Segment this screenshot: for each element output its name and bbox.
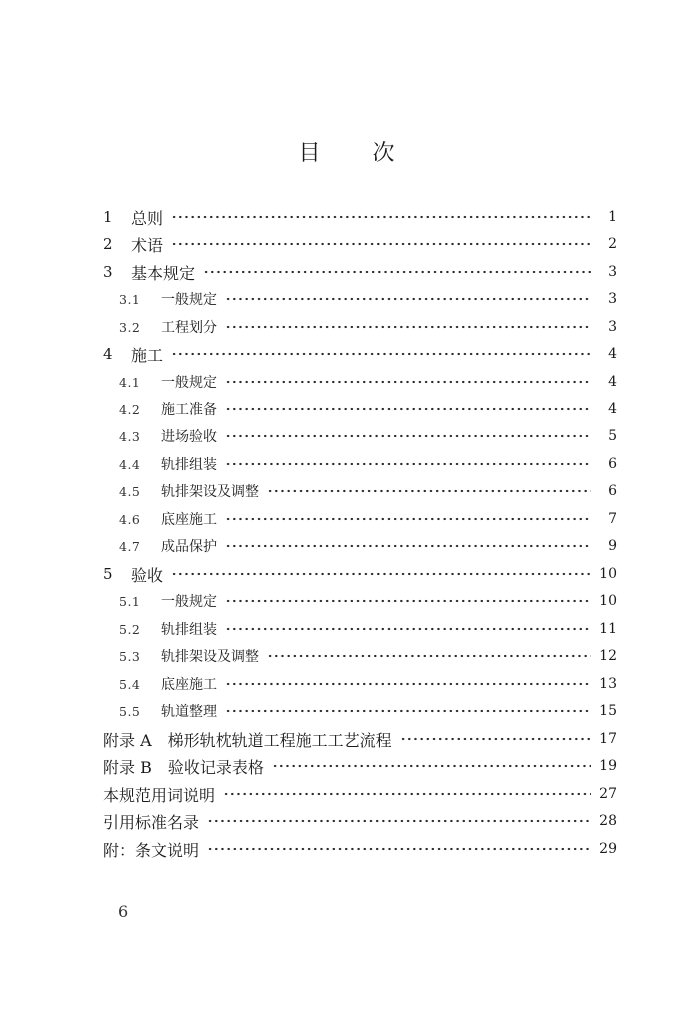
toc-entry-number: 5.1 xyxy=(119,593,141,609)
toc-entry-page: 17 xyxy=(599,731,617,747)
toc-entry-title: 附录 A 梯形轨枕轨道工程施工工艺流程 xyxy=(103,730,392,750)
toc-entry-page: 2 xyxy=(608,236,617,252)
toc-entry-number: 4 xyxy=(103,345,113,363)
toc-entry-number: 5.3 xyxy=(119,648,141,664)
toc-entry-page: 5 xyxy=(608,428,617,444)
toc-entry-4[interactable] xyxy=(0,342,693,366)
dot-leader xyxy=(400,727,591,751)
toc-entry-4-7[interactable] xyxy=(0,534,693,558)
page-number: 6 xyxy=(118,902,129,921)
toc-entry-title: 一般规定 xyxy=(161,375,217,391)
toc-entry-number: 5.4 xyxy=(119,676,141,692)
toc-entry-5-3[interactable] xyxy=(0,644,693,668)
toc-entry-title: 轨道整理 xyxy=(161,704,217,720)
toc-entry-number: 4.7 xyxy=(119,538,141,554)
toc-entry-page: 3 xyxy=(608,291,617,307)
dot-leader xyxy=(225,589,591,613)
toc-entry-title: 附：条文说明 xyxy=(103,840,200,860)
toc-entry-title: 总则 xyxy=(131,208,164,228)
toc-entry-4-5[interactable] xyxy=(0,479,693,503)
toc-entry-title: 施工准备 xyxy=(161,402,217,418)
title-char-2: 次 xyxy=(372,140,395,166)
toc-entry-5-1[interactable] xyxy=(0,589,693,613)
page-title xyxy=(0,134,693,168)
toc-entry-5-5[interactable] xyxy=(0,699,693,723)
toc-entry-page: 6 xyxy=(608,456,617,472)
dot-leader xyxy=(225,370,591,394)
toc-entry-title: 轨排组装 xyxy=(161,622,217,638)
toc-entry-page: 4 xyxy=(608,374,617,390)
toc-entry-wording[interactable] xyxy=(0,782,693,806)
toc-entry-page: 10 xyxy=(599,593,617,609)
toc-entry-page: 7 xyxy=(608,511,617,527)
toc-entry-number: 5.2 xyxy=(119,621,141,637)
toc-entry-5-2[interactable] xyxy=(0,617,693,641)
dot-leader xyxy=(267,479,591,503)
dot-leader xyxy=(171,342,591,366)
dot-leader xyxy=(207,809,591,833)
dot-leader xyxy=(225,699,591,723)
toc-entry-title: 底座施工 xyxy=(161,512,217,528)
toc-entry-page: 6 xyxy=(608,483,617,499)
toc-entry-page: 9 xyxy=(608,538,617,554)
toc-entry-number: 3.2 xyxy=(119,319,141,335)
toc-entry-2[interactable] xyxy=(0,232,693,256)
toc-entry-page: 3 xyxy=(608,319,617,335)
toc-entry-page: 3 xyxy=(608,264,617,280)
toc-entry-5[interactable] xyxy=(0,562,693,586)
dot-leader xyxy=(225,397,591,421)
toc-entry-4-3[interactable] xyxy=(0,424,693,448)
dot-leader xyxy=(225,315,591,339)
toc-entry-appendix-a[interactable] xyxy=(0,727,693,751)
toc-entry-number: 1 xyxy=(103,208,113,226)
toc-entry-title: 轨排组装 xyxy=(161,457,217,473)
toc-entry-title: 基本规定 xyxy=(131,263,196,283)
toc-entry-appendix-b[interactable] xyxy=(0,754,693,778)
toc-entry-page: 4 xyxy=(608,346,617,362)
toc-entry-page: 15 xyxy=(599,703,617,719)
toc-entry-4-2[interactable] xyxy=(0,397,693,421)
toc-entry-explanation[interactable] xyxy=(0,837,693,861)
toc-entry-number: 4.5 xyxy=(119,483,141,499)
dot-leader xyxy=(267,644,591,668)
toc-entry-number: 4.2 xyxy=(119,401,141,417)
toc-entry-number: 3 xyxy=(103,263,113,281)
dot-leader xyxy=(223,782,591,806)
toc-entry-title: 进场验收 xyxy=(161,429,217,445)
toc-entry-3-1[interactable] xyxy=(0,287,693,311)
dot-leader xyxy=(207,837,591,861)
dot-leader xyxy=(225,452,591,476)
toc-entry-number: 5 xyxy=(103,565,113,583)
toc-entry-page: 19 xyxy=(599,758,617,774)
toc-entry-number: 5.5 xyxy=(119,703,141,719)
title-char-1: 目 xyxy=(298,140,321,166)
dot-leader xyxy=(171,205,591,229)
toc-entry-4-4[interactable] xyxy=(0,452,693,476)
dot-leader xyxy=(225,287,591,311)
dot-leader xyxy=(272,754,591,778)
toc-entry-number: 2 xyxy=(103,235,113,253)
toc-entry-page: 29 xyxy=(599,841,617,857)
dot-leader xyxy=(203,260,591,284)
toc-entry-title: 底座施工 xyxy=(161,677,217,693)
toc-entry-standards[interactable] xyxy=(0,809,693,833)
toc-entry-number: 4.4 xyxy=(119,456,141,472)
toc-entry-3-2[interactable] xyxy=(0,315,693,339)
dot-leader xyxy=(225,534,591,558)
toc-entry-title: 工程划分 xyxy=(161,320,217,336)
toc-entry-title: 一般规定 xyxy=(161,594,217,610)
toc-entry-title: 本规范用词说明 xyxy=(103,785,216,805)
toc-entry-page: 11 xyxy=(599,621,617,637)
dot-leader xyxy=(225,672,591,696)
toc-entry-title: 一般规定 xyxy=(161,292,217,308)
toc-entry-page: 27 xyxy=(599,786,617,802)
toc-entry-page: 12 xyxy=(599,648,617,664)
toc-entry-title: 术语 xyxy=(131,235,164,255)
dot-leader xyxy=(225,617,591,641)
toc-entry-4-1[interactable] xyxy=(0,370,693,394)
toc-entry-title: 施工 xyxy=(131,345,164,365)
toc-entry-number: 4.6 xyxy=(119,511,141,527)
toc-entry-title: 引用标准名录 xyxy=(103,812,200,832)
dot-leader xyxy=(171,232,591,256)
dot-leader xyxy=(171,562,591,586)
toc-entry-page: 4 xyxy=(608,401,617,417)
toc-entry-5-4[interactable] xyxy=(0,672,693,696)
dot-leader xyxy=(225,424,591,448)
toc-entry-page: 10 xyxy=(599,566,617,582)
toc-entry-title: 验收 xyxy=(131,565,164,585)
toc-entry-number: 4.3 xyxy=(119,428,141,444)
toc-entry-title: 成品保护 xyxy=(161,539,217,555)
toc-entry-page: 28 xyxy=(599,813,617,829)
toc-entry-3[interactable] xyxy=(0,260,693,284)
toc-entry-4-6[interactable] xyxy=(0,507,693,531)
toc-entry-page: 13 xyxy=(599,676,617,692)
dot-leader xyxy=(225,507,591,531)
toc-entry-1[interactable] xyxy=(0,205,693,229)
toc-entry-title: 附录 B 验收记录表格 xyxy=(103,757,264,777)
toc-entry-page: 1 xyxy=(608,209,617,225)
toc-entry-number: 3.1 xyxy=(119,291,141,307)
toc-entry-title: 轨排架设及调整 xyxy=(161,484,259,500)
toc-entry-number: 4.1 xyxy=(119,374,141,390)
toc-entry-title: 轨排架设及调整 xyxy=(161,649,259,665)
